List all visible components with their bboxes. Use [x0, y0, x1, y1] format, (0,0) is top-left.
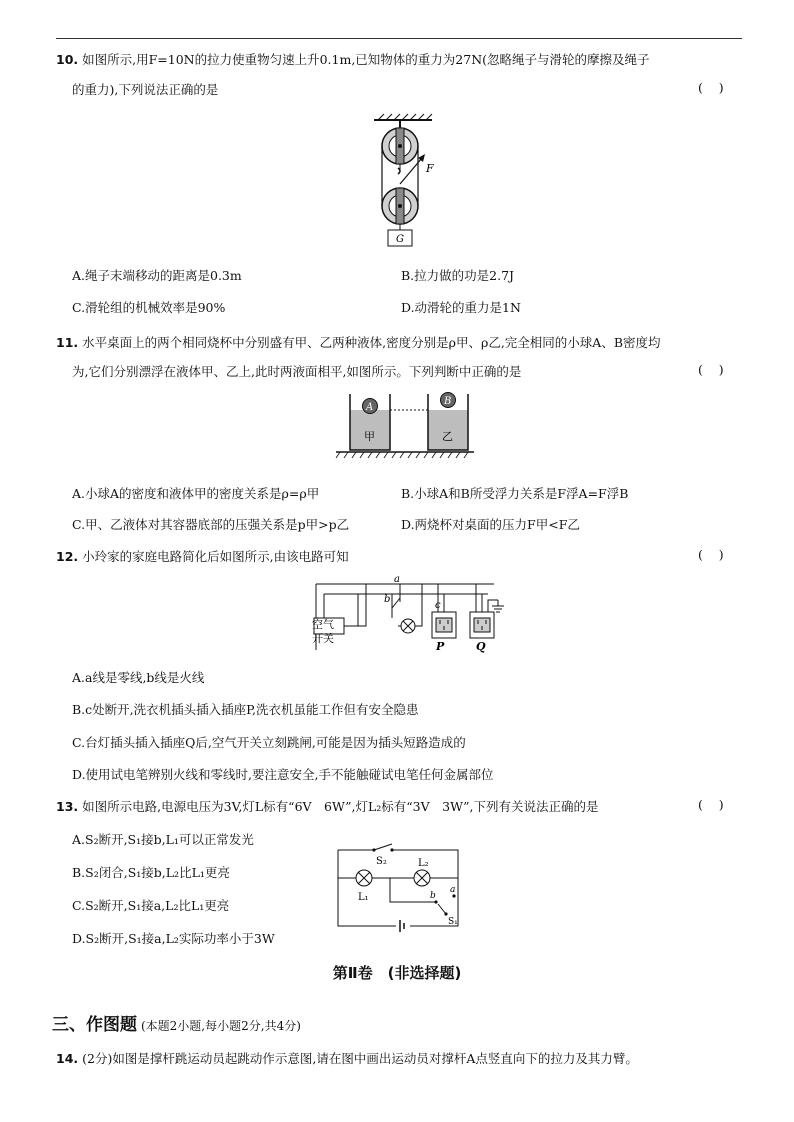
- ball-a-label: A: [366, 402, 374, 413]
- wire-a-label: a: [394, 574, 400, 585]
- q11-number: 11.: [56, 335, 79, 350]
- wire-b-label: b: [384, 594, 391, 605]
- liquid-yi-label: 乙: [442, 430, 453, 443]
- q14-number: 14.: [56, 1051, 79, 1066]
- q12-option-c: C.台灯插头插入插座Q后,空气开关立刻跳闸,可能是因为插头短路造成的: [72, 735, 466, 750]
- beaker-jia: [350, 394, 390, 450]
- part-two-title: 第Ⅱ卷 (非选择题): [332, 964, 462, 982]
- q10-option-a: A.绳子末端移动的距离是0.3m: [72, 268, 242, 283]
- ball-b-label: B: [444, 396, 452, 407]
- switch-s1-label: S₁: [448, 917, 458, 927]
- q10-stem-1: 如图所示,用F=10N的拉力使重物匀速上升0.1m,已知物体的重力为27N(忽略绳子与滑轮的摩擦及绳子: [82, 52, 650, 67]
- q11-option-d: D.两烧杯对桌面的压力F甲<F乙: [401, 517, 580, 532]
- q10-option-d: D.动滑轮的重力是1N: [401, 300, 521, 315]
- q10-number: 10.: [56, 52, 79, 67]
- q13-number: 13.: [56, 799, 79, 814]
- switch-s2-label: S₂: [376, 856, 387, 867]
- terminal-b-label: b: [430, 891, 436, 901]
- q10-option-b: B.拉力做的功是2.7J: [401, 268, 515, 283]
- q13-stem-1: 如图所示电路,电源电压为3V,灯L标有“6V 6W”,灯L₂标有“3V 3W”,下列有关说法正确的是: [82, 799, 599, 814]
- q12-number: 12.: [56, 549, 79, 564]
- section-three-title: 三、作图题: [52, 1015, 137, 1035]
- q11-option-c: C.甲、乙液体对其容器底部的压强关系是p甲>p乙: [72, 517, 350, 532]
- q11-answer-paren: ( ): [698, 362, 724, 377]
- q13-answer-paren: ( ): [698, 797, 724, 812]
- q11-beaker-figure: [334, 388, 476, 460]
- q12-line1: [56, 547, 349, 565]
- q10-answer-paren: ( ): [698, 80, 724, 95]
- label-f: F: [426, 162, 434, 175]
- q13-line1: [56, 797, 599, 815]
- q11-option-b: B.小球A和B所受浮力关系是F浮A=F浮B: [401, 486, 629, 501]
- q11-line1: [56, 333, 661, 351]
- air-switch-label-2: 开关: [312, 632, 334, 645]
- q10-option-c: C.滑轮组的机械效率是90%: [72, 300, 226, 315]
- table-hatch: [336, 452, 468, 458]
- q12-answer-paren: ( ): [698, 547, 724, 562]
- q12-stem-1: 小玲家的家庭电路简化后如图所示,由该电路可知: [82, 549, 349, 564]
- q12-circuit-figure: [312, 574, 508, 654]
- beaker-yi: [428, 393, 468, 451]
- q13-circuit-figure: [330, 840, 470, 936]
- lamp-l2-label: L₂: [418, 858, 429, 869]
- q12-option-d: D.使用试电笔辨别火线和零线时,要注意安全,手不能触碰试电笔任何金属部位: [72, 767, 494, 782]
- section-three-note: (本题2小题,每小题2分,共4分): [140, 1019, 301, 1033]
- point-c-label: c: [435, 600, 441, 611]
- terminal-a-label: a: [450, 885, 456, 895]
- q12-option-b: B.c处断开,洗衣机插头插入插座P,洗衣机虽能工作但有安全隐患: [72, 702, 419, 717]
- movable-pulley: [382, 188, 418, 224]
- socket-q-label: Q: [476, 640, 486, 653]
- q12-option-a: A.a线是零线,b线是火线: [72, 670, 205, 685]
- q10-line1: [56, 50, 650, 68]
- q13-option-b: B.S₂闭合,S₁接b,L₂比L₁更亮: [72, 865, 230, 880]
- q13-option-a: A.S₂断开,S₁接b,L₁可以正常发光: [72, 832, 254, 847]
- ground-icon: [492, 600, 504, 612]
- q13-option-d: D.S₂断开,S₁接a,L₂实际功率小于3W: [72, 931, 275, 946]
- q10-pulley-figure: [370, 112, 460, 248]
- label-g: G: [396, 234, 404, 245]
- q11-stem-2: 为,它们分别漂浮在液体甲、乙上,此时两液面相平,如图所示。下列判断中正确的是: [72, 364, 522, 379]
- q11-option-a: A.小球A的密度和液体甲的密度关系是ρ=ρ甲: [72, 486, 320, 501]
- q10-stem-2: 的重力),下列说法正确的是: [72, 82, 219, 97]
- section-three-heading: [52, 1010, 301, 1035]
- q13-option-c: C.S₂断开,S₁接a,L₂比L₁更亮: [72, 898, 230, 913]
- q14-stem: (2分)如图是撑杆跳运动员起跳动作示意图,请在图中画出运动员对撑杆A点竖直向下的拉力及其力臂。: [82, 1051, 638, 1066]
- header-rule: [56, 38, 742, 39]
- fixed-pulley: [382, 128, 418, 164]
- lamp-l1-label: L₁: [358, 892, 369, 903]
- air-switch-label-1: 空气: [312, 618, 334, 631]
- ceiling-hatch: [374, 114, 432, 120]
- liquid-jia-label: 甲: [364, 430, 375, 443]
- q14-line: [56, 1049, 638, 1067]
- socket-p-label: P: [436, 640, 445, 653]
- battery-icon: [400, 920, 404, 932]
- q11-stem-1: 水平桌面上的两个相同烧杯中分别盛有甲、乙两种液体,密度分别是ρ甲、ρ乙,完全相同的小球A、B密度均: [82, 335, 661, 350]
